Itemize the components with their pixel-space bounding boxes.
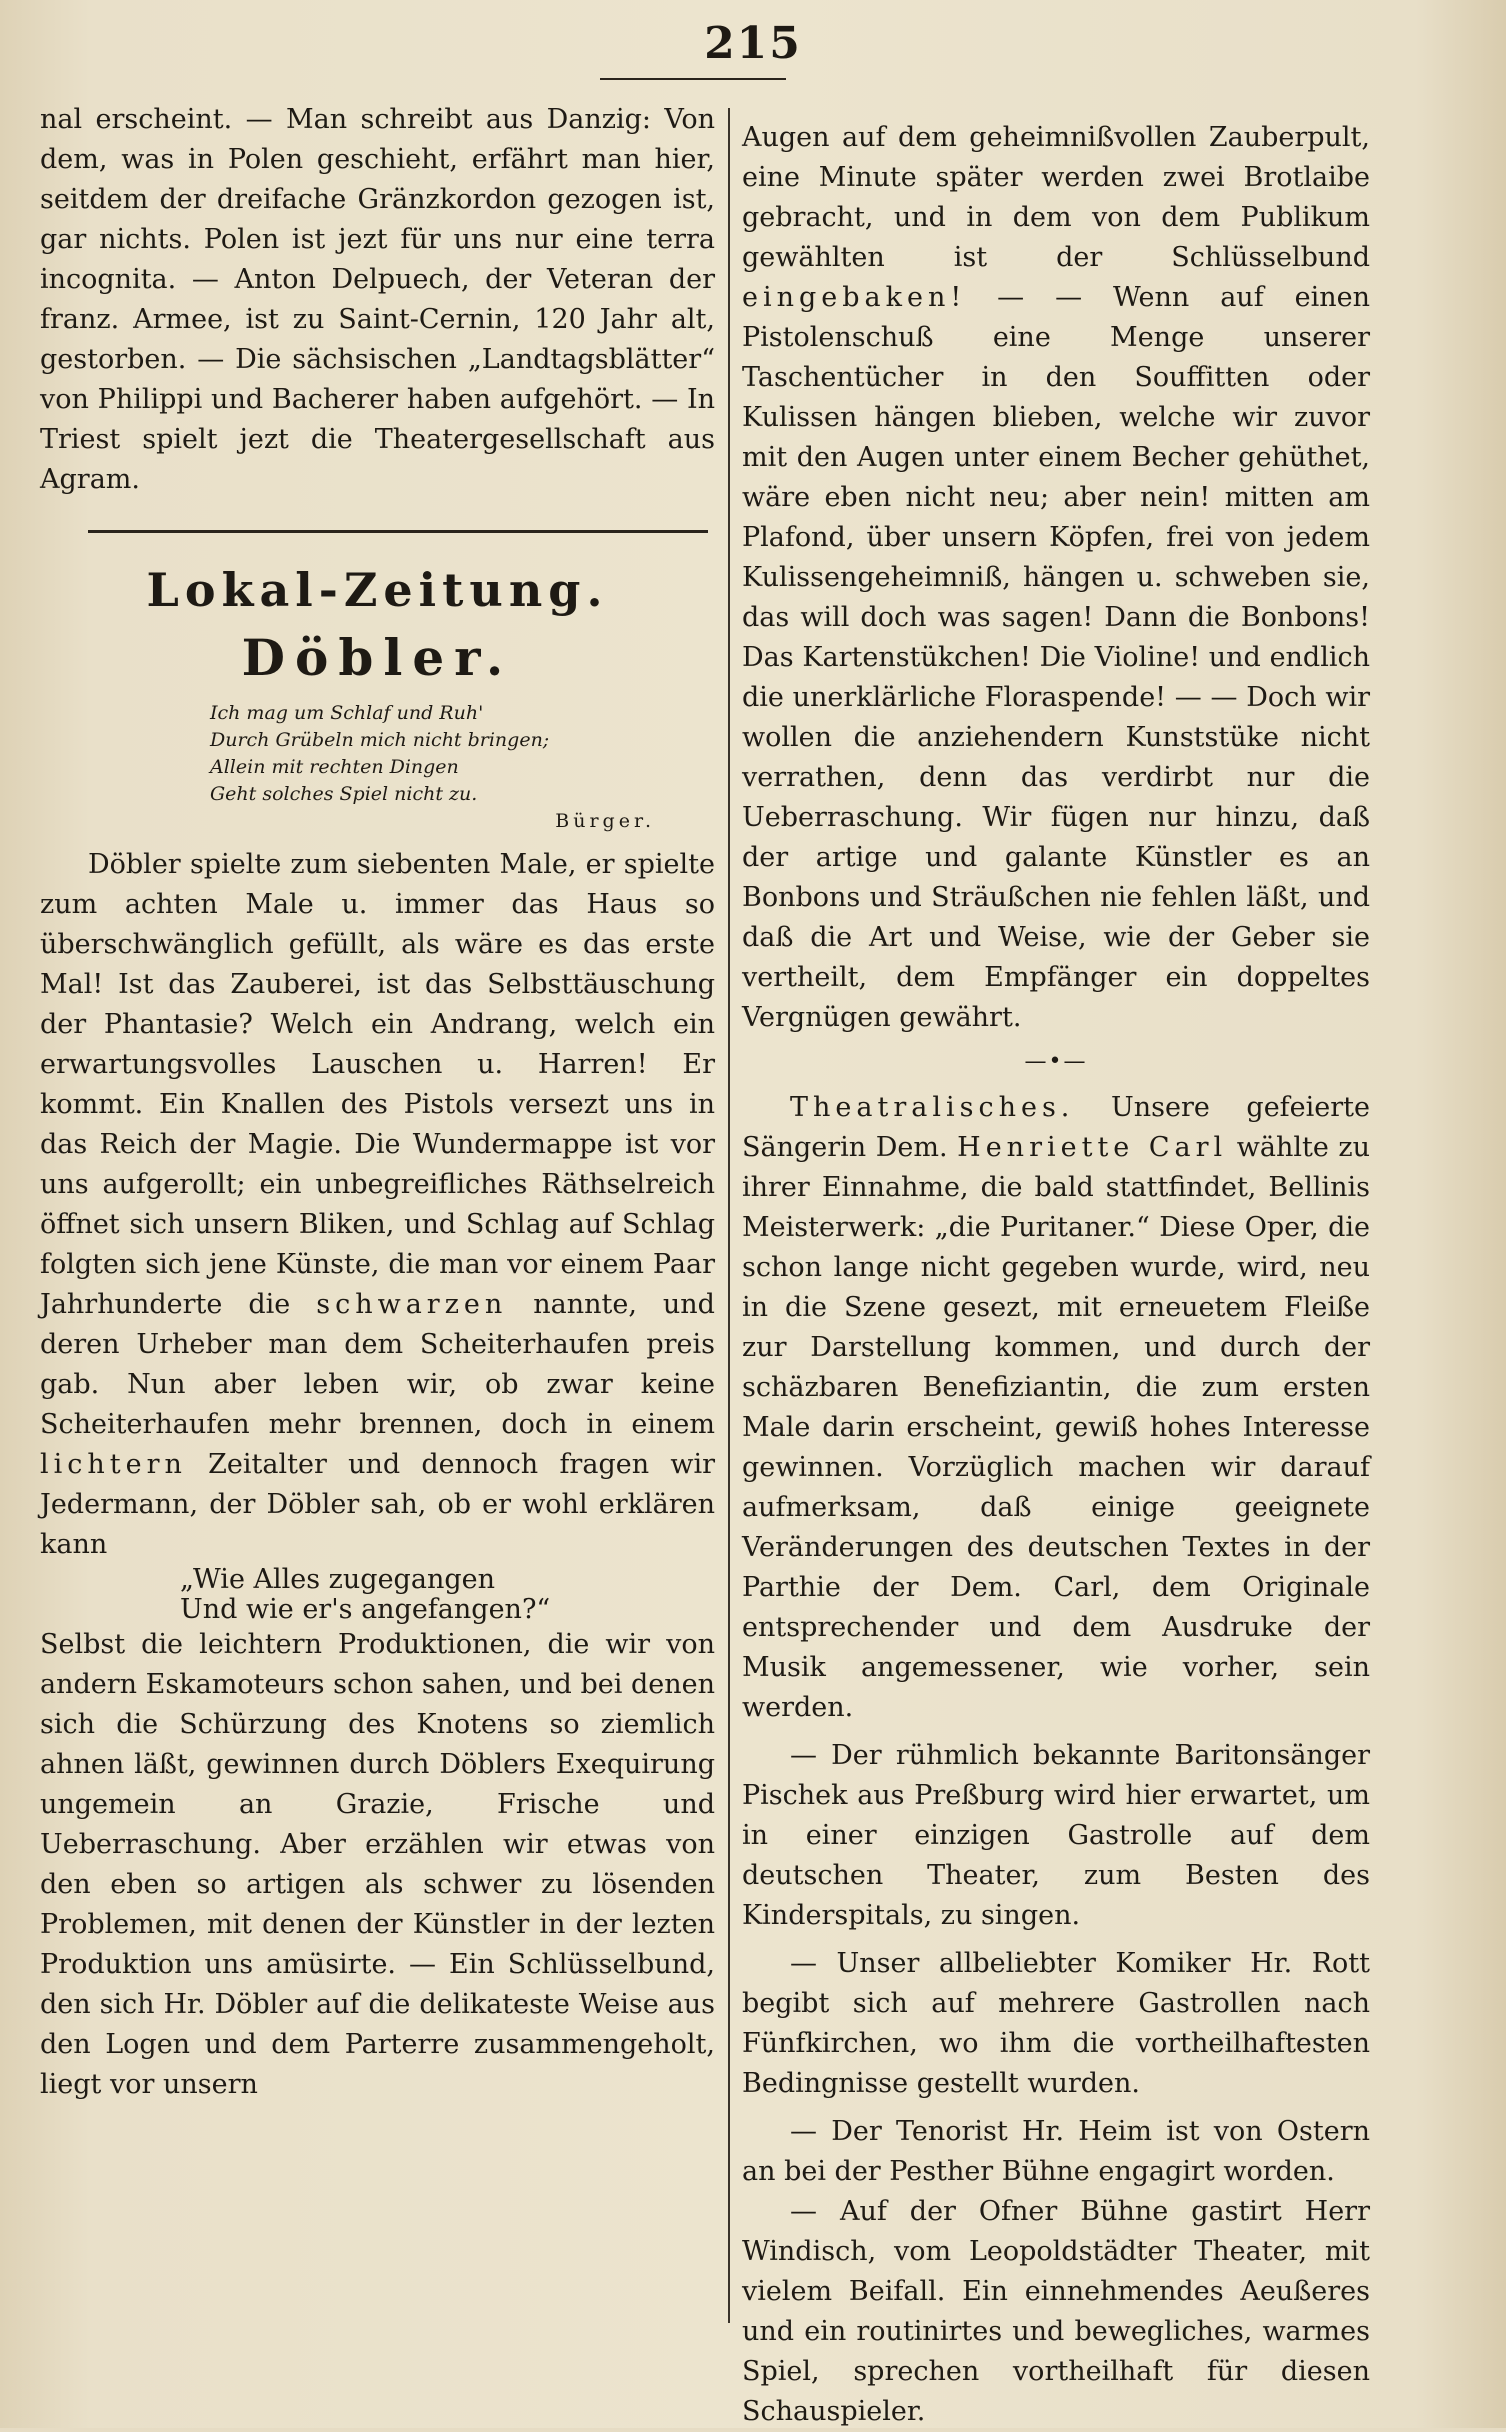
epigraph-line: Allein mit rechten Dingen bbox=[210, 756, 459, 778]
spaced-word: eingebaken! bbox=[742, 282, 967, 313]
spaced-word: lichtern bbox=[40, 1449, 187, 1480]
news-item: — Der rühmlich bekannte Baritonsänger Pischek aus Preßburg wird hier erwartet, um in einer einzigen Gastrolle auf dem deutschen Theater, zum Besten des Kinderspitals, zu singen. bbox=[742, 1740, 1370, 1931]
text-run: Unsere gefeierte Sängerin Dem. bbox=[742, 1092, 1370, 1163]
page-number-rule bbox=[600, 78, 786, 80]
quotation bbox=[180, 1565, 715, 1625]
left-column bbox=[40, 100, 715, 2105]
article-paragraph bbox=[742, 118, 1370, 1038]
news-item: — Unser allbeliebter Komiker Hr. Rott begibt sich auf mehrere Gastrollen nach Fünfkirchen, wo ihm die vortheilhaftesten Bedingnisse gestellt wurden. bbox=[742, 1948, 1370, 2099]
intro-paragraph: nal erscheint. — Man schreibt aus Danzig: Von dem, was in Polen geschieht, erfährt man hier, seitdem der dreifache Gränzkordon gezogen ist, gar nichts. Polen ist jezt für uns nur eine terra incognita. — Anton Delpuech, der Veteran der franz. Armee, ist zu Saint-Cernin, 120 Jahr alt, gestorben. — Die sächsischen „Landtagsblätter“ von Philippi und Bacherer haben aufgehört. — In Triest spielt jezt die Theatergesellschaft aus Agram. bbox=[40, 104, 715, 495]
epigraph-line: Ich mag um Schlaf und Ruh' bbox=[210, 702, 484, 724]
spaced-word: schwarzen bbox=[316, 1289, 508, 1320]
section-heading: Lokal-Zeitung. bbox=[146, 563, 609, 617]
article-heading: Döbler. bbox=[241, 628, 514, 687]
section-separator bbox=[40, 530, 715, 536]
epigraph-line: Durch Grübeln mich nicht bringen; bbox=[210, 729, 550, 751]
text-run: Döbler spielte zum siebenten Male, er spielte zum achten Male u. immer das Haus so überschwänglich gefüllt, als wäre es das erste Mal! Ist das Zauberei, ist das Selbsttäuschung der Phantasie? Welch ein Andrang, welch ein erwartungsvolles Lauschen u. Harren! Er kommt. Ein Knallen des Pistols versezt uns in das Reich der Magie. Die Wundermappe ist vor uns aufgerollt; ein unbegreifliches Räthselreich öffnet sich unsern Bliken, und Schlag auf Schlag folgten sich jene Künste, die man vor einem Paar Jahrhunderte die bbox=[40, 849, 715, 1320]
text-run: — — Wenn auf einen Pistolenschuß eine Menge unserer Taschentücher in den Souffitten oder Kulissen hängen blieben, welche wir zuvor mit den Augen unter einem Becher gehüthet, wäre eben nicht neu; aber nein! mitten am Plafond, über unsern Köpfen, frei von jedem Kulissengeheimniß, hängen u. schweben sie, das will doch was sagen! Dann die Bonbons! Das Kartenstükchen! Die Violine! und endlich die unerklärliche Floraspende! — — Doch wir wollen die anziehendern Kunststüke nicht verrathen, denn das verdirbt nur die Ueberraschung. Wir fügen nur hinzu, daß der artige und galante Künstler es an Bonbons und Sträußchen nie fehlen läßt, und daß die Art und Weise, wie der Geber sie vertheilt, dem Empfänger ein doppeltes Vergnügen gewährt. bbox=[742, 282, 1370, 1033]
epigraph-author: Bürger. bbox=[555, 810, 655, 832]
epigraph bbox=[210, 700, 715, 835]
epigraph-line: Geht solches Spiel nicht zu. bbox=[210, 783, 478, 805]
news-item: — Auf der Ofner Bühne gastirt Herr Windisch, vom Leopoldstädter Theater, mit vielem Beifall. Ein einnehmendes Aeußeres und ein routinirtes und bewegliches, warmes Spiel, sprechen vortheilhaft für diesen Schauspieler. bbox=[742, 2196, 1370, 2427]
text-run: Zeitalter und dennoch fragen wir Jedermann, der Döbler sah, ob er wohl erklären kann bbox=[40, 1449, 715, 1560]
ornament-divider: —•— bbox=[1024, 1049, 1088, 1074]
right-column bbox=[742, 118, 1370, 2432]
text-run: wählte zu ihrer Einnahme, die bald stattfindet, Bellinis Meisterwerk: „die Puritaner.“ Diese Oper, die schon lange nicht gegeben wurde, wird, neu in die Szene gesezt, mit erneuetem Fleiße zur Darstellung kommen, und durch der schäzbaren Benefiziantin, die zum ersten Male darin erscheint, gewiß hohes Interesse gewinnen. Vorzüglich machen wir darauf aufmerksam, daß einige geeignete Veränderungen des deutschen Textes in der Parthie der Dem. Carl, dem Originale entsprechender und dem Ausdruke der Musik angemessener, wie vorher, sein werden. bbox=[742, 1132, 1370, 1723]
spaced-name: Henriette Carl bbox=[957, 1132, 1228, 1163]
page-number: 215 bbox=[704, 18, 802, 69]
text-run: nannte, und deren Urheber man dem Scheiterhaufen preis gab. Nun aber leben wir, ob zwar keine Scheiterhaufen mehr brennen, doch in einem bbox=[40, 1289, 715, 1440]
section-rule bbox=[88, 530, 708, 533]
article-paragraph bbox=[40, 845, 715, 1565]
article-paragraph: Selbst die leichtern Produktionen, die wir von andern Eskamoteurs schon sahen, und bei denen sich die Schürzung des Knotens so ziemlich ahnen läßt, gewinnen durch Döblers Exequirung ungemein an Grazie, Frische und Ueberraschung. Aber erzählen wir etwas von den eben so artigen als schwer zu lösenden Problemen, mit denen der Künstler in der lezten Produktion uns amüsirte. — Ein Schlüsselbund, den sich Hr. Döbler auf die delikateste Weise aus den Logen und dem Parterre zusammengeholt, liegt vor unsern bbox=[40, 1629, 715, 2100]
theatre-paragraph bbox=[742, 1088, 1370, 1728]
section-label: Theatralisches. bbox=[790, 1092, 1075, 1123]
quote-line: „Wie Alles zugegangen bbox=[180, 1564, 495, 1595]
column-divider bbox=[728, 108, 730, 2323]
quote-line: Und wie er's angefangen?“ bbox=[180, 1594, 551, 1625]
text-run: Augen auf dem geheimnißvollen Zauberpult, eine Minute später werden zwei Brotlaibe gebracht, und in dem von dem Publikum gewählten ist der Schlüsselbund bbox=[742, 122, 1370, 273]
news-item: — Der Tenorist Hr. Heim ist von Ostern an bei der Pesther Bühne engagirt worden. bbox=[742, 2116, 1370, 2187]
